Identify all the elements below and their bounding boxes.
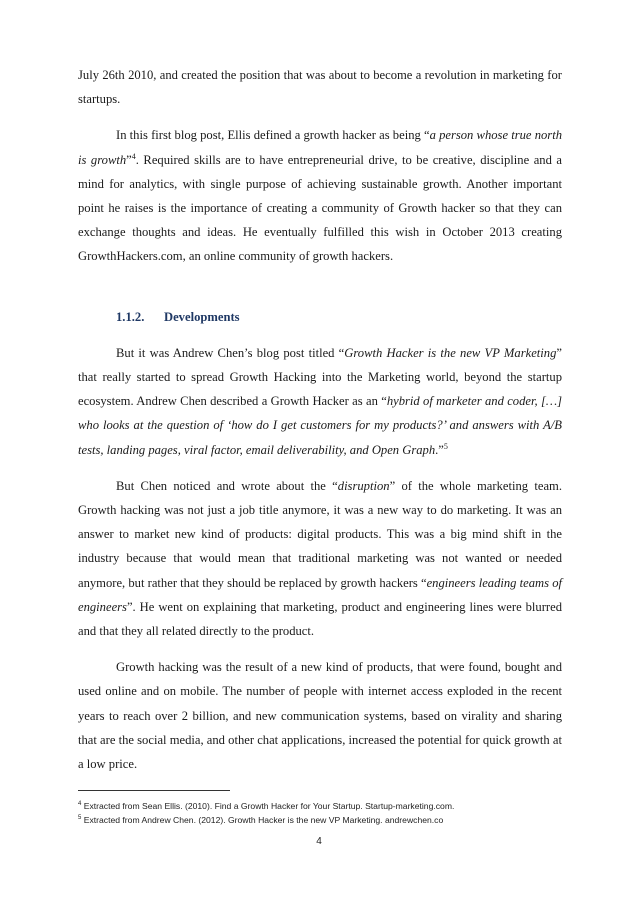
- paragraph-growth-result: [78, 655, 562, 776]
- text-run: ” of the whole marketing team. Growth hacking was not just a job title anymore, it was a new way to do marketing. It was an answer to market new kind of products: digital products. This was a big mind shift in the industry because that would mean that traditional marketing was not wanted or needed anymore, but rather that they should be replaced by growth hackers “: [78, 478, 562, 590]
- title-italic: Growth Hacker is the new VP Marketing: [344, 345, 557, 360]
- text-run: .”: [435, 442, 444, 457]
- footnote-text: Extracted from Sean Ellis. (2010). Find a Growth Hacker for Your Startup. Startup-marketing.com.: [81, 801, 455, 811]
- paragraph-andrew-chen: [78, 341, 562, 462]
- footnote-ref[interactable]: 5: [443, 441, 448, 451]
- text-run: ” that really started to spread Growth Hacking into the Marketing world, beyond the startup ecosystem. Andrew Chen described a Growth Hacker as an “: [78, 345, 562, 409]
- paragraph-disruption: [78, 474, 562, 643]
- page-number: 4: [316, 836, 322, 847]
- footnote-5: [78, 813, 562, 827]
- text-run: ”. He went on explaining that marketing, product and engineering lines were blurred and that they all related directly to the product.: [78, 599, 562, 639]
- footnote-separator: [78, 790, 230, 791]
- footnote-4: [78, 799, 562, 813]
- section-heading: [78, 305, 562, 329]
- text-run: But it was Andrew Chen’s blog post titled “: [116, 345, 345, 360]
- paragraph-ellis-definition: [78, 123, 562, 268]
- footnote-number: 5: [78, 815, 82, 822]
- quote-italic: engineers leading teams of engineers: [78, 575, 562, 614]
- quote-italic: hybrid of marketer and coder, […] who looks at the question of ‘how do I get customers for my products?’ and answers with A/B tests, landing pages, viral factor, email deliverability, and Open Graph: [78, 394, 562, 457]
- paragraph-text: July 26th 2010, and created the position that was about to become a revolution in marketing for startups.: [78, 68, 562, 107]
- text-run: But Chen noticed and wrote about the “: [116, 478, 338, 493]
- section-number: 1.1.2.: [116, 309, 145, 324]
- section-title: Developments: [164, 309, 240, 324]
- body-text: [78, 63, 562, 776]
- quote-italic: a person whose true north is growth: [78, 128, 562, 167]
- footnotes: [78, 799, 562, 827]
- footnote-text: Extracted from Andrew Chen. (2012). Growth Hacker is the new VP Marketing. andrewchen.co: [81, 815, 444, 825]
- footnote-ref[interactable]: 4: [131, 151, 136, 161]
- text-run: ”: [126, 152, 132, 167]
- term-italic: disruption: [337, 478, 390, 493]
- text-run: . Required skills are to have entrepreneurial drive, to be creative, discipline and a mind for analytics, with single purpose of achieving sustainable growth. Another important point he raises is the importance of creating a community of Growth hacker so that they can exchange thoughts and ideas. He eventually fulfilled this wish in October 2013 creating GrowthHackers.com, an online community of growth hackers.: [78, 152, 563, 264]
- paragraph-text: Growth hacking was the result of a new kind of products, that were found, bought and used online and on mobile. The number of people with internet access exploded in the recent years to reach over 2 billion, and new communication systems, based on virality and sharing that are the social media, and other chat applications, increased the potential for quick growth at a low price.: [78, 660, 562, 772]
- text-run: In this first blog post, Ellis defined a growth hacker as being “: [116, 128, 430, 143]
- footnote-number: 4: [78, 801, 82, 808]
- paragraph-continuation: [78, 63, 562, 111]
